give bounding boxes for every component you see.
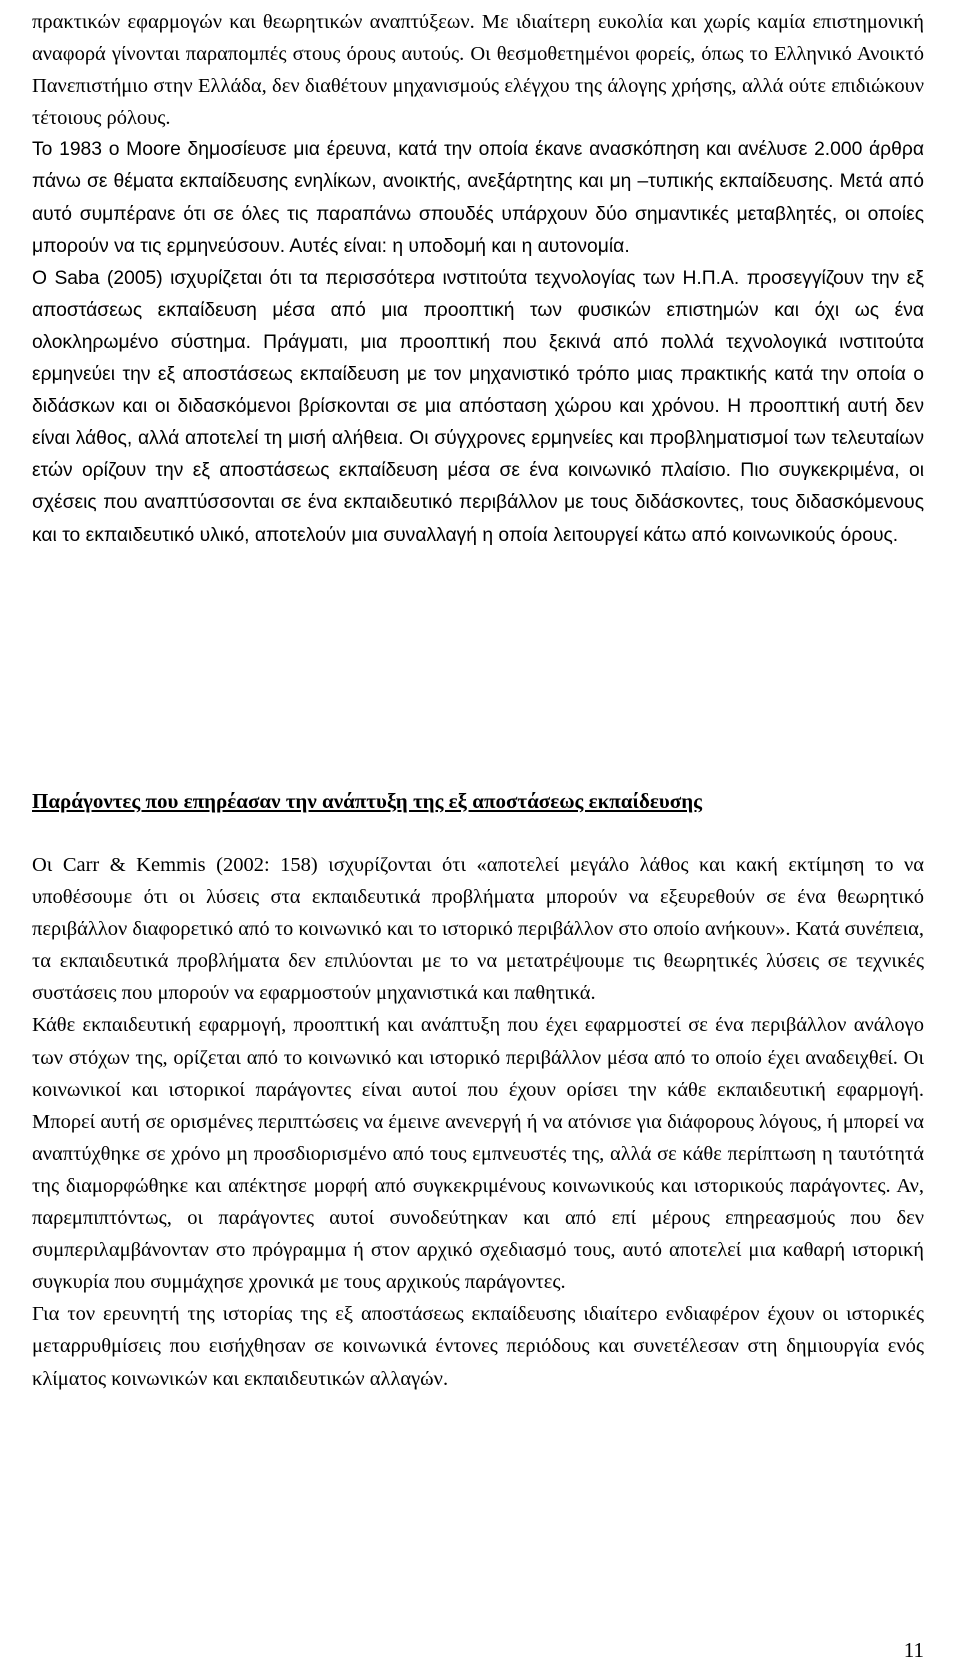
section-heading: Παράγοντες που επηρέασαν την ανάπτυξη της εξ αποστάσεως εκπαίδευσης xyxy=(32,789,703,813)
paragraph-carr-kemmis: Οι Carr & Kemmis (2002: 158) ισχυρίζονται ότι «αποτελεί μεγάλο λάθος και κακή εκτίμηση το να υποθέσουμε ότι οι λύσεις στα εκπαιδευτικά προβλήματα μπορούν να εξευρεθούν σε ένα θεωρητικό περιβάλλον διαφορετικό από το κοινωνικό και το ιστορικό περιβάλλον στο οποίο ανήκουν». Κατά συνέπεια, τα εκπαιδευτικά προβλήματα δεν επιλύονται με το να μετατρέψουμε τις θεωρητικές λύσεις σε τεχνικές συστάσεις που μπορούν να εφαρμοστούν μηχανιστικά και παθητικά. xyxy=(32,854,924,1005)
paragraph-educational-application: Κάθε εκπαιδευτική εφαρμογή, προοπτική και ανάπτυξη που έχει εφαρμοστεί σε ένα περιβάλλον ανάλογο των στόχων της, ορίζεται από το κοινωνικό και ιστορικό περιβάλλον μέσα από το οποίο έχει αναδειχθεί. Οι κοινωνικοί και ιστορικοί παράγοντες είναι αυτοί που έχουν ορίσει την κάθε εκπαιδευτική εφαρμογή. Μπορεί αυτή σε ορισμένες περιπτώσεις να έμεινε ανενεργή ή να ατόνισε για διάφορους λόγους, ή μπορεί να αναπτύχθηκε σε χρόνο μη προσδιορισμένο από τους εμπνευστές της, αλλά σε κάθε περίπτωση η ταυτότητά της διαμορφώθηκε και απέκτησε μορφή από συγκεκριμένους κοινωνικούς και ιστορικούς παράγοντες. Αν, παρεμπιπτόντως, οι παράγοντες αυτοί συνοδεύτηκαν και από επί μέρους επηρεασμούς που δεν συμπεριλαμβάνονταν στο πρόγραμμα ή στον αρχικό σχεδιασμό τους, αυτό αποτελεί μια καθαρή ιστορική συγκυρία που συμμάχησε χρονικά με τους αρχικούς παράγοντες. xyxy=(32,1014,924,1294)
paragraph-saba: Ο Saba (2005) ισχυρίζεται ότι τα περισσότερα ινστιτούτα τεχνολογίας των Η.Π.Α. προσεγγίζουν την εξ αποστάσεως εκπαίδευση μέσα από μια προοπτική των φυσικών επιστημών και όχι ως ένα ολοκληρωμένο σύστημα. Πράγματι, μια προοπτική που ξεκινά από πολλά τεχνολογικά ινστιτούτα ερμηνεύει την εξ αποστάσεως εκπαίδευση με τον μηχανιστικό τρόπο μιας πρακτικής κατά την οποία ο διδάσκων και οι διδασκόμενοι βρίσκονται σε μια απόσταση χώρου και χρόνου. Η προοπτική αυτή δεν είναι λάθος, αλλά αποτελεί τη μισή αλήθεια. Οι σύγχρονες ερμηνείες και προβληματισμοί των τελευταίων ετών ορίζουν την εξ αποστάσεως εκπαίδευση μέσα σε ένα κοινωνικό πλαίσιο. Πιο συγκεκριμένα, οι σχέσεις που αναπτύσσονται σε ένα εκπαιδευτικό περιβάλλον με τους διδάσκοντες, τους διδασκόμενους και το εκπαιδευτικό υλικό, αποτελούν μια συναλλαγή η οποία λειτουργεί κάτω από κοινωνικούς όρους. xyxy=(32,267,924,546)
body-text-top xyxy=(32,6,924,552)
body-text-bottom xyxy=(32,849,924,1395)
paragraph-institutions: πρακτικών εφαρμογών και θεωρητικών αναπτύξεων. Με ιδιαίτερη ευκολία και χωρίς καμία επιστημονική αναφορά γίνονται παραπομπές στους όρους αυτούς. Οι θεσμοθετημένοι φορείς, όπως το Ελληνικό Ανοικτό Πανεπιστήμιο στην Ελλάδα, δεν διαθέτουν μηχανισμούς ελέγχου της άλογης χρήσης, αλλά ούτε επιδιώκουν τέτοιους ρόλους. xyxy=(32,11,924,130)
page-number: 11 xyxy=(903,1638,924,1662)
paragraph-moore: Το 1983 ο Moore δημοσίευσε μια έρευνα, κατά την οποία έκανε ανασκόπηση και ανέλυσε 2.000 άρθρα πάνω σε θέματα εκπαίδευσης ενηλίκων, ανοικτής, ανεξάρτητης και μη –τυπικής εκπαίδευσης. Μετά από αυτό συμπέρανε ότι σε όλες τις παραπάνω σπουδές υπάρχουν δύο σημαντικές μεταβλητές, οι οποίες μπορούν να τις ερμηνεύσουν. Αυτές είναι: η υποδομή και η αυτονομία. xyxy=(32,139,924,257)
paragraph-historical-reforms: Για τον ερευνητή της ιστορίας της εξ αποστάσεως εκπαίδευσης ιδιαίτερο ενδιαφέρον έχουν οι ιστορικές μεταρρυθμίσεις που εισήχθησαν σε κοινωνικά έντονες περιόδους και συνετέλεσαν στη δημιουργία ενός κλίματος κοινωνικών και εκπαιδευτικών αλλαγών. xyxy=(32,1303,924,1390)
